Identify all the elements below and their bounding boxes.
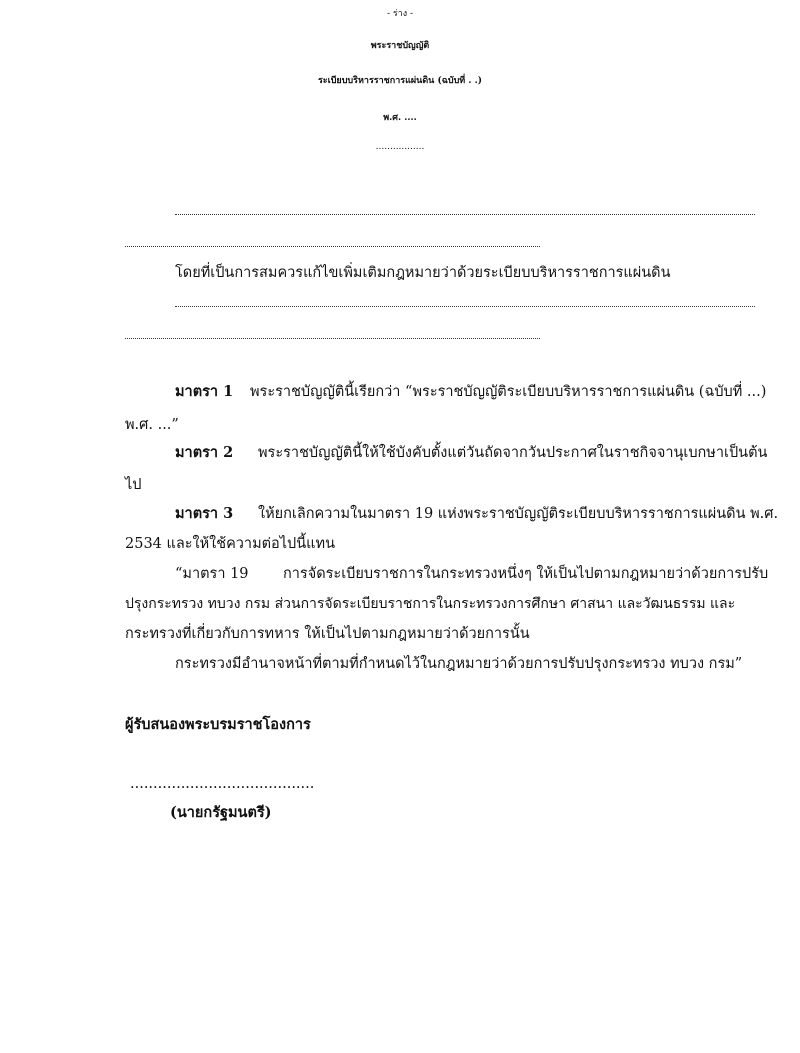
blank-line-3 xyxy=(175,306,755,307)
act-year: พ.ศ. .... xyxy=(383,113,417,123)
section-2-line-1: พระราชบัญญัตินี้ให้ใช้บังคับตั้งแต่วันถัดจากวันประกาศในราชกิจจานุเบกษาเป็นต้น xyxy=(258,445,768,461)
prime-minister-title: (นายกรัฐมนตรี) xyxy=(170,804,272,821)
section-19-line-3: กระทรวงที่เกี่ยวกับการทหาร ให้เป็นไปตามกฎหมายว่าด้วยการนั้น xyxy=(125,626,530,642)
blank-line-4 xyxy=(125,338,540,339)
blank-line-2 xyxy=(125,246,540,247)
section-3-line-1: ให้ยกเลิกความในมาตรา 19 แห่งพระราชบัญญัติระเบียบบริหารราชการแผ่นดิน พ.ศ. xyxy=(258,506,779,522)
act-year-blank: ................. xyxy=(375,142,425,152)
section-2-line-2: ไป xyxy=(125,477,142,493)
section-3-line-2: 2534 และให้ใช้ความต่อไปนี้แทน xyxy=(125,536,335,552)
draft-mark: - ร่าง - xyxy=(386,9,414,19)
section-3-label: มาตรา 3 xyxy=(175,505,234,522)
countersign-title: ผู้รับสนองพระบรมราชโองการ xyxy=(125,716,311,733)
section-1-label: มาตรา 1 xyxy=(175,383,234,400)
section-1-line-2: พ.ศ. ...” xyxy=(125,417,179,433)
section-19-line-2: ปรุงกระทรวง ทบวง กรม ส่วนการจัดระเบียบราชการในกระทรวงการศึกษา ศาสนา และวัฒนธรรม และ xyxy=(125,596,736,612)
blank-line-1 xyxy=(175,214,755,215)
signature-blank: ........................................ xyxy=(130,776,315,792)
act-subtitle: ระเบียบบริหารราชการแผ่นดิน (ฉบับที่ . .) xyxy=(317,76,483,86)
section-19-line-1: การจัดระเบียบราชการในกระทรวงหนึ่งๆ ให้เป็นไปตามกฎหมายว่าด้วยการปรับ xyxy=(283,566,769,582)
section-19-label: “มาตรา 19 xyxy=(175,566,249,582)
section-2-label: มาตรา 2 xyxy=(175,444,234,461)
act-title: พระราชบัญญัติ xyxy=(370,41,430,51)
section-1-line-1: พระราชบัญญัตินี้เรียกว่า “พระราชบัญญัติระเบียบบริหารราชการแผ่นดิน (ฉบับที่ ...) xyxy=(250,384,767,400)
section-19-line-4: กระทรวงมีอำนาจหน้าที่ตามที่กำหนดไว้ในกฎหมายว่าด้วยการปรับปรุงกระทรวง ทบวง กรม” xyxy=(175,656,743,672)
preamble-text: โดยที่เป็นการสมควรแก้ไขเพิ่มเติมกฎหมายว่าด้วยระเบียบบริหารราชการแผ่นดิน xyxy=(175,265,671,281)
